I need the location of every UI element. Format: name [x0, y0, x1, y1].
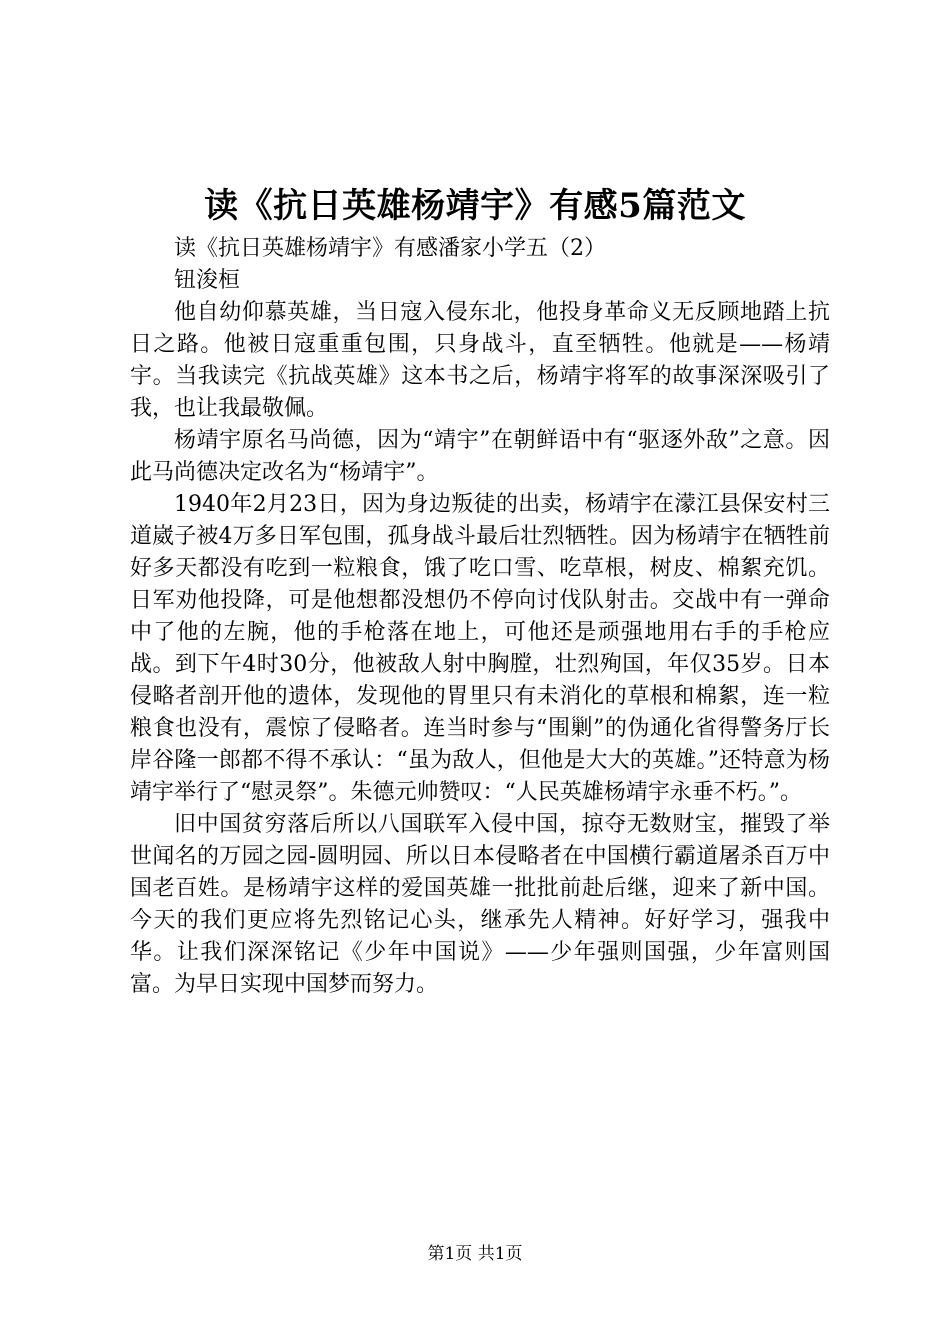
subtitle-line: 读《抗日英雄杨靖宇》有感潘家小学五（2）: [174, 236, 606, 261]
paragraph-name-origin: 杨靖宇原名马尚德，因为“靖宇”在朝鲜语中有“驱逐外敌”之意。因此马尚德决定改名为“杨靖宇”。: [130, 428, 830, 485]
paragraph-conclusion: 旧中国贫穷落后所以八国联军入侵中国，掠夺无数财宝，摧毁了举世闻名的万园之园-圆明园、所以日本侵略者在中国横行霸道屠杀百万中国老百姓。是杨靖宇这样的爱国英雄一批批前赴后继，迎来了新中国。今天的我们更应将先烈铭记心头，继承先人精神。好好学习，强我中华。让我们深深铭记《少年中国说》——少年强则国强，少年富则国富。为早日实现中国梦而努力。: [130, 812, 830, 997]
page-footer: 第1页 共1页: [427, 1244, 523, 1264]
document-body: [130, 233, 830, 1001]
paragraph-sacrifice: 1940年2月23日，因为身边叛徒的出卖，杨靖宇在濛江县保安村三道崴子被4万多日军包围，孤身战斗最后壮烈牺牲。因为杨靖宇在牺牲前好多天都没有吃到一粒粮食，饿了吃口雪、吃草根，树皮、棉絮充饥。日军劝他投降，可是他想都没想仍不停向讨伐队射击。交战中有一弹命中了他的左腕，他的手枪落在地上，可他还是顽强地用右手的手枪应战。到下午4时30分，他被敌人射中胸膛，壮烈殉国，年仅35岁。日本侵略者剖开他的遗体，发现他的胃里只有未消化的草根和棉絮，连一粒粮食也没有，震惊了侵略者。连当时参与“围剿”的伪通化省得警务厅长岸谷隆一郎都不得不承认：“虽为敌人，但他是大大的英雄。”还特意为杨靖宇举行了“慰灵祭”。朱德元帅赞叹：“人民英雄杨靖宇永垂不朽。”。: [130, 492, 830, 805]
author-line: 钮浚桓: [174, 268, 241, 293]
paragraph-intro: 他自幼仰慕英雄，当日寇入侵东北，他投身革命义无反顾地踏上抗日之路。他被日寇重重包围，只身战斗，直至牺牲。他就是——杨靖宇。当我读完《抗战英雄》这本书之后，杨靖宇将军的故事深深吸引了我，也让我最敬佩。: [130, 300, 830, 421]
document-title: 读《抗日英雄杨靖宇》有感5篇范文: [204, 186, 746, 226]
